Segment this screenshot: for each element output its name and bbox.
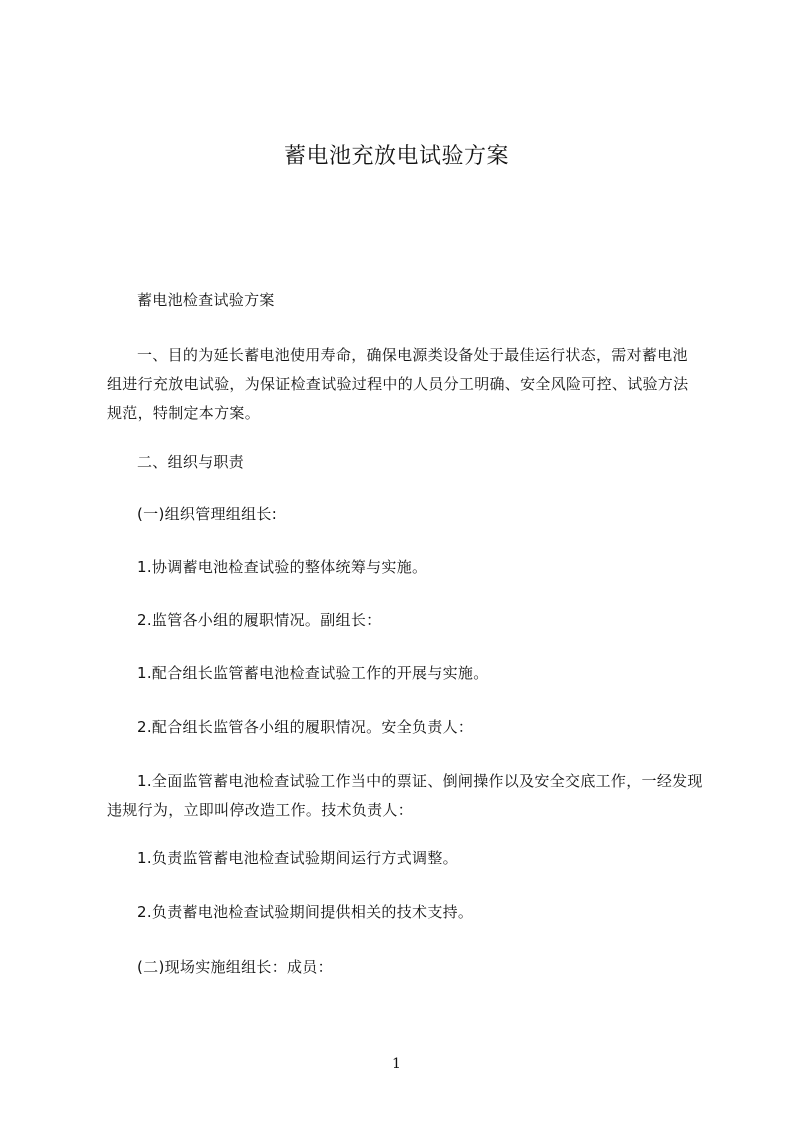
paragraph-item: 2.负责蓄电池检查试验期间提供相关的技术支持。	[137, 903, 474, 921]
paragraph-item: 2.配合组长监管各小组的履职情况。安全负责人：	[137, 718, 474, 736]
paragraph-item: 2.监管各小组的履职情况。副组长：	[137, 611, 382, 629]
document-title: 蓄电池充放电试验方案	[283, 144, 509, 169]
paragraph-subtitle: 蓄电池检查试验方案	[137, 291, 275, 309]
paragraph-section-heading: 二、组织与职责	[137, 453, 245, 471]
paragraph-item: 1.配合组长监管蓄电池检查试验工作的开展与实施。	[137, 664, 489, 682]
paragraph-purpose: 一、目的为延长蓄电池使用寿命，确保电源类设备处于最佳运行状态，需对蓄电池组进行充放电试验，为保证检查试验过程中的人员分工明确、安全风险可控、试验方法规范，特制定本方案。	[107, 346, 689, 422]
paragraph-item: 1.协调蓄电池检查试验的整体统筹与实施。	[137, 558, 428, 576]
paragraph-field-group: (二)现场实施组组长：成员：	[137, 958, 333, 976]
paragraph-management-group: (一)组织管理组组长:	[137, 505, 278, 523]
page-number: 1	[392, 1056, 401, 1072]
paragraph-item: 1.全面监管蓄电池检查试验工作当中的票证、倒闸操作以及安全交底工作，一经发现违规行为，立即叫停改造工作。技术负责人：	[107, 772, 703, 819]
paragraph-item: 1.负责监管蓄电池检查试验期间运行方式调整。	[137, 849, 458, 867]
